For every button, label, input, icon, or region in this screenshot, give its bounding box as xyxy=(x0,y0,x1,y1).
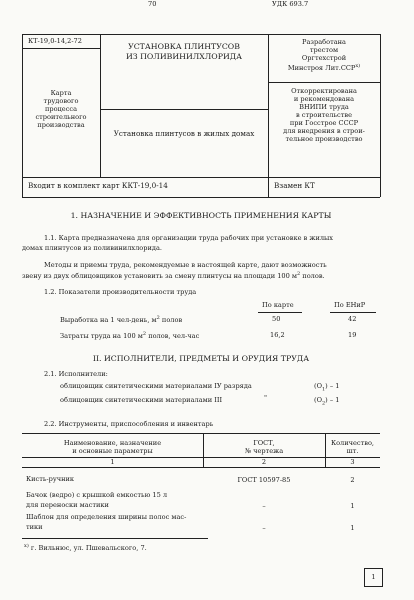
s1-paragraph2-line1: Методы и приемы труда, рекомендуемые в настоящей карте, дают возможность xyxy=(44,261,327,269)
col-header-enir: По ЕНиР xyxy=(334,301,366,309)
included-in-set: Входит в комплект карт ККТ-19,0-14 xyxy=(28,181,168,190)
tool-row2-gost: – xyxy=(262,502,266,510)
worker2-ditto-mark: " xyxy=(264,394,268,402)
worker1-label: облицовщик синтетическими материалами IУ разряда xyxy=(60,382,252,390)
tools-colnum-2: 2 xyxy=(261,458,267,466)
card-code: КТ-19,0-14,2-72 xyxy=(28,37,82,45)
tool-row3-qty: 1 xyxy=(350,524,355,532)
worker2-count: $(О_2) - 1$ xyxy=(314,396,340,407)
row-labor-card: 16,2 xyxy=(270,331,285,339)
top-page-number: 70 xyxy=(148,0,157,8)
section1-heading: 1. НАЗНАЧЕНИЕ И ЭФФЕКТИВНОСТЬ ПРИМЕНЕНИЯ КАРТЫ xyxy=(70,211,332,220)
tools-colnum-1: 1 xyxy=(110,458,115,466)
tool-row1-qty: 2 xyxy=(350,476,355,484)
tools-colnum-3: 3 xyxy=(350,458,355,466)
worker1-count: $(О_1) - 1$ xyxy=(314,382,340,393)
tool-row1-name: Кисть-ручник xyxy=(26,475,75,483)
worker2-label: облицовщик синтетическими материалами III xyxy=(60,396,223,404)
tool-row3-name-line1: Шаблон для определения ширины полос мас- xyxy=(26,513,187,521)
card-subtitle: Установка плинтусов в жилых домах xyxy=(113,129,255,138)
tool-row1-gost: ГОСТ 10597-85 xyxy=(237,476,291,484)
s1-paragraph1-line1: 1.1. Карта предназначена для организации труда рабочих при установке в жилых xyxy=(44,234,334,242)
s1-paragraph2-line2: звену из двух облицовщиков установить за смену плинтусы на площади 100 $м^2$ полов. xyxy=(22,271,325,281)
footnote: $^{x)}$ г. Вильнюс, ул. Пшевальского, 7. xyxy=(24,543,147,553)
card-title: УСТАНОВКА ПЛИНТУСОВ ИЗ ПОЛИВИНИЛХЛОРИДА xyxy=(125,42,242,62)
s1-paragraph3: 1.2. Показатели производительности труда xyxy=(44,288,197,296)
tools-header-name: Наименование, назначение и основные параметры xyxy=(63,439,162,456)
approval-block: Откорректирована и рекомендована ВНИПИ труда в строительстве при Госстрое СССР для внедрения в строи- тельное производство xyxy=(283,87,365,144)
row-output-card: 50 xyxy=(272,315,281,323)
tools-header-gost: ГОСТ, № чертежа xyxy=(244,439,284,456)
row-labor-label: Затраты труда на 100 $м^2$ полов, чел-час xyxy=(60,331,200,341)
s2-paragraph1: 2.1. Исполнители: xyxy=(44,370,108,378)
s2-paragraph2: 2.2. Инструменты, приспособления и инвентарь xyxy=(44,420,214,428)
card-type: Карта трудового процесса строительного производства xyxy=(35,89,87,129)
top-udk: УДК 693.7 xyxy=(272,0,309,8)
col-header-card: По карте xyxy=(262,301,294,309)
tools-header-qty: Количество, шт. xyxy=(330,439,375,456)
row-labor-enir: 19 xyxy=(348,331,357,339)
tool-row2-name-line2: для переноски мастики xyxy=(26,501,109,509)
section2-heading: II. ИСПОЛНИТЕЛИ, ПРЕДМЕТЫ И ОРУДИЯ ТРУДА xyxy=(92,354,310,363)
s1-paragraph1-line2: домах плинтусов из поливинилхлорида. xyxy=(22,244,162,252)
tool-row2-name-line1: Бачок (ведро) с крышкой емкостью 15 л xyxy=(26,491,168,499)
row-output-enir: 42 xyxy=(348,315,357,323)
tool-row3-gost: – xyxy=(262,524,266,532)
row-output-label: Выработка на 1 чел-день, $м^2$ полов xyxy=(60,315,183,325)
replaces-card: Взамен КТ xyxy=(274,181,315,190)
tool-row2-qty: 1 xyxy=(350,502,355,510)
page-number: 1 xyxy=(371,573,376,581)
page-number-box xyxy=(364,568,383,587)
tool-row3-name-line2: тики xyxy=(26,523,43,531)
developer-block: Разработана трестом Оргтехстрой Минстроя Лит.ССР$^{x)}$ xyxy=(287,38,361,72)
